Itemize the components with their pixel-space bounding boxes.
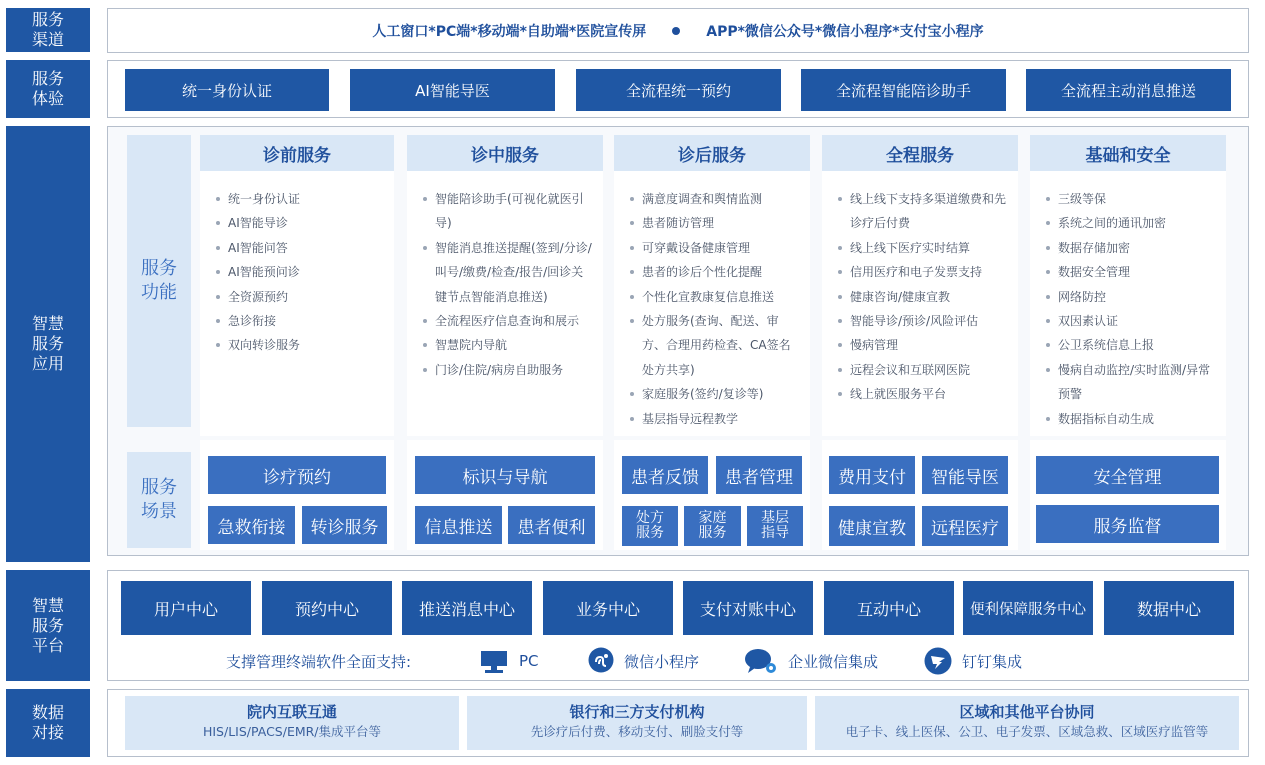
data-box-hospital [125,696,459,750]
list-item: 双因素认证 [1044,309,1218,333]
list-item: 智能陪诊助手(可视化就医引导) [421,187,595,236]
list-item: AI智能问答 [214,236,386,260]
column-infrastructure-security [1030,135,1226,436]
platform-payment-center: 支付对账中心 [683,581,813,635]
data-box-regional [815,696,1239,750]
column-full-process [822,135,1018,436]
channels-panel [107,8,1249,53]
data-box-sub: 电子卡、线上医保、公卫、电子发票、区域急救、区域医疗监管等 [845,724,1209,739]
column-title: 诊前服务 [200,135,394,171]
column-title: 诊中服务 [407,135,603,171]
column-title: 基础和安全 [1030,135,1226,171]
scene-appointment: 诊疗预约 [208,456,386,494]
pc-icon [480,650,508,674]
list-item: 双向转诊服务 [214,333,386,357]
list-item: 数据存储加密 [1044,236,1218,260]
scene-health-education: 健康宣教 [829,506,915,546]
scene-security-management: 安全管理 [1036,456,1219,494]
scene-smart-guide: 智能导医 [922,456,1008,494]
platform-message-center: 推送消息中心 [402,581,532,635]
experience-message-push: 全流程主动消息推送 [1026,69,1231,111]
scene-info-push: 信息推送 [415,506,502,544]
scene-patient-feedback: 患者反馈 [622,456,708,494]
wechat-mini-program-icon [588,647,614,673]
list-item: 三级等保 [1044,187,1218,211]
scene-grassroots: 基层 指导 [747,506,803,546]
list-item: 患者的诊后个性化提醒 [628,260,802,284]
support-wechat-mini: 微信小程序 [624,652,700,671]
scene-navigation: 标识与导航 [415,456,595,494]
row-label-data: 数据 对接 [6,689,90,757]
platform-business-center: 业务中心 [543,581,673,635]
data-box-payment [467,696,807,750]
data-box-sub: HIS/LIS/PACS/EMR/集成平台等 [202,724,382,739]
list-item: 远程会议和互联网医院 [836,358,1010,382]
list-item: 全流程医疗信息查询和展示 [421,309,595,333]
scene-telemedicine: 远程医疗 [922,506,1008,546]
platform-user-center: 用户中心 [121,581,251,635]
list-item: 线上就医服务平台 [836,382,1010,406]
platform-convenience-center: 便利保障服务中心 [963,581,1093,635]
support-label: 支撑管理终端软件全面支持: [226,652,412,671]
list-item: 线上线下医疗实时结算 [836,236,1010,260]
list-item: 线上线下支持多渠道缴费和先诊疗后付费 [836,187,1010,236]
dingtalk-icon [924,647,952,675]
wecom-icon [744,647,778,675]
list-item: 健康咨询/健康宣教 [836,285,1010,309]
scene-family: 家庭 服务 [684,506,741,546]
list-item: 门诊/住院/病房自助服务 [421,358,595,382]
column-title: 全程服务 [822,135,1018,171]
list-item: 智能消息推送提醒(签到/分诊/叫号/缴费/检查/报告/回诊关键节点智能消息推送) [421,236,595,309]
list-item: 网络防控 [1044,285,1218,309]
list-item: 智慧院内导航 [421,333,595,357]
list-item: 系统之间的通讯加密 [1044,211,1218,235]
list-item: 急诊衔接 [214,309,386,333]
data-box-title: 银行和三方支付机构 [569,703,705,721]
column-pre-diagnosis [200,135,394,436]
list-item: 处方服务(查询、配送、审方、合理用药检查、CA签名处方共享) [628,309,802,382]
list-item: 个性化宣教康复信息推送 [628,285,802,309]
list-item: 数据安全管理 [1044,260,1218,284]
experience-unified-booking: 全流程统一预约 [576,69,781,111]
list-item: 公卫系统信息上报 [1044,333,1218,357]
scene-referral: 转诊服务 [302,506,387,544]
scene-prescription: 处方 服务 [622,506,678,546]
column-post-diagnosis [614,135,810,436]
support-wecom: 企业微信集成 [788,652,879,671]
scene-patient-convenience: 患者便利 [508,506,595,544]
row-label-channels: 服务 渠道 [6,8,90,52]
experience-unified-identity: 统一身份认证 [125,69,329,111]
functions-label: 服务 功能 [127,135,191,427]
list-item: AI智能预问诊 [214,260,386,284]
list-item: 智能导诊/预诊/风险评估 [836,309,1010,333]
platform-interaction-center: 互动中心 [824,581,954,635]
scene-patient-management: 患者管理 [716,456,802,494]
experience-panel [107,60,1249,118]
list-item: 数据指标自动生成 [1044,407,1218,431]
support-pc: PC [519,652,539,670]
list-item: 慢病管理 [836,333,1010,357]
platform-booking-center: 预约中心 [262,581,392,635]
row-label-application: 智慧 服务 应用 [6,126,90,562]
list-item: 基层指导远程教学 [628,407,802,431]
scenes-label: 服务 场景 [127,452,191,548]
list-item: 患者随访管理 [628,211,802,235]
list-item: 家庭服务(签约/复诊等) [628,382,802,406]
row-label-platform: 智慧 服务 平台 [6,570,90,681]
list-item: AI智能导诊 [214,211,386,235]
separator-dot [672,27,680,35]
list-item: 可穿戴设备健康管理 [628,236,802,260]
row-label-experience: 服务 体验 [6,60,90,118]
list-item: 信用医疗和电子发票支持 [836,260,1010,284]
channels-left: 人工窗口*PC端*移动端*自助端*医院宣传屏 [372,23,647,40]
experience-ai-guide: AI智能导医 [350,69,555,111]
list-item: 满意度调查和舆情监测 [628,187,802,211]
scene-emergency: 急救衔接 [208,506,295,544]
support-dingtalk: 钉钉集成 [962,652,1023,671]
list-item: 慢病自动监控/实时监测/异常预警 [1044,358,1218,407]
list-item: 统一身份认证 [214,187,386,211]
column-in-diagnosis [407,135,603,436]
platform-data-center: 数据中心 [1104,581,1234,635]
column-title: 诊后服务 [614,135,810,171]
data-box-sub: 先诊疗后付费、移动支付、刷脸支付等 [530,724,744,739]
experience-smart-assistant: 全流程智能陪诊助手 [801,69,1006,111]
channels-right: APP*微信公众号*微信小程序*支付宝小程序 [706,23,984,40]
scene-payment: 费用支付 [829,456,915,494]
data-box-title: 院内互联互通 [246,703,337,721]
list-item: 全资源预约 [214,285,386,309]
data-box-title: 区域和其他平台协同 [959,703,1095,721]
scene-service-supervision: 服务监督 [1036,505,1219,543]
